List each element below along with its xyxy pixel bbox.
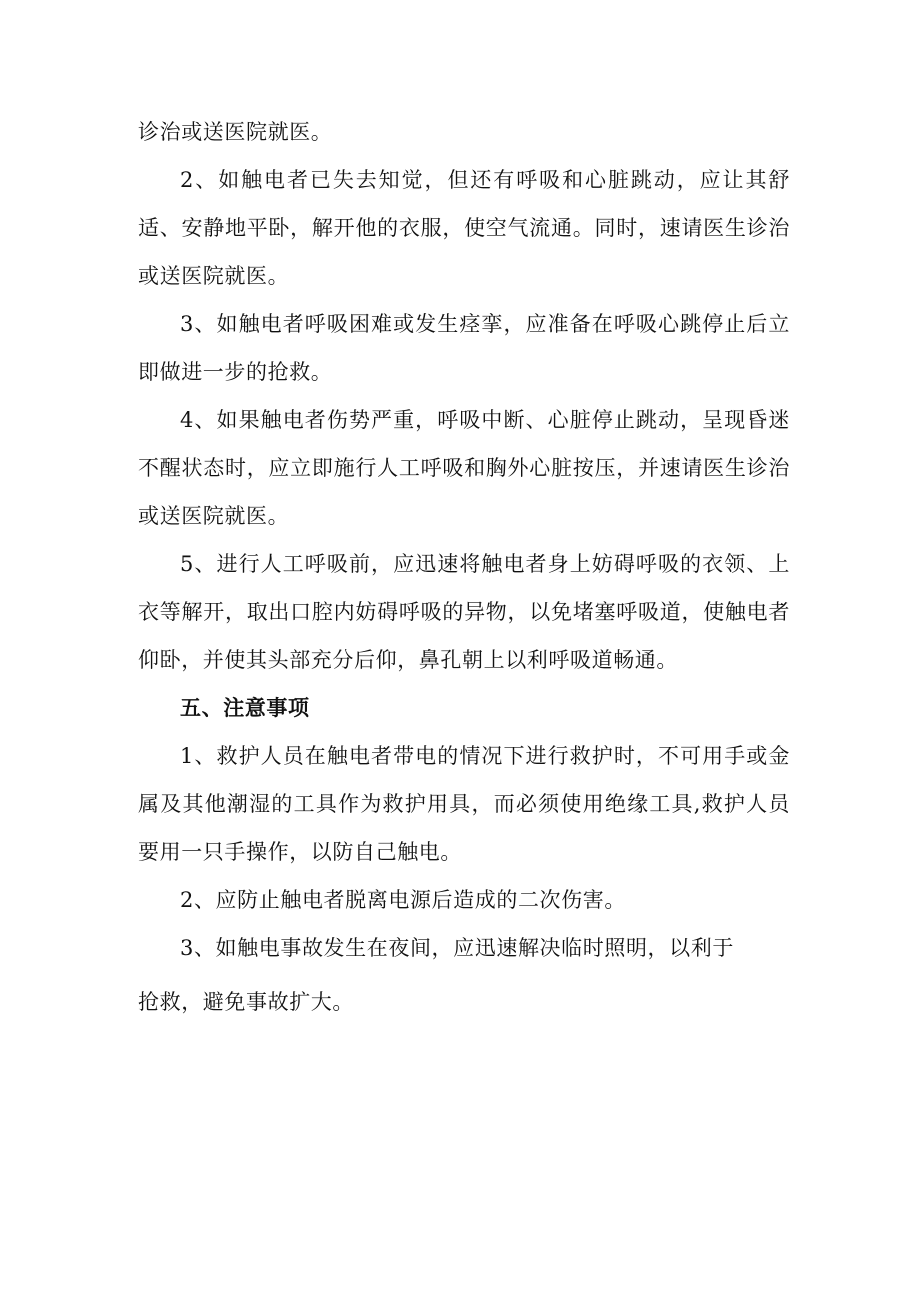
note-item-1: 1、救护人员在触电者带电的情况下进行救护时，不可用手或金属及其他潮湿的工具作为救护用具，而必须使用绝缘工具,救护人员要用一只手操作，以防自己触电。 bbox=[138, 744, 790, 864]
paragraph-continuation: 诊治或送医院就医。 bbox=[138, 120, 333, 144]
note-item-2: 2、应防止触电者脱离电源后造成的二次伤害。 bbox=[180, 888, 626, 912]
paragraph-item-4: 4、如果触电者伤势严重，呼吸中断、心脏停止跳动，呈现昏迷不醒状态时，应立即施行人工呼吸和胸外心脏按压，并速请医生诊治或送医院就医。 bbox=[138, 408, 790, 528]
document-body bbox=[138, 108, 790, 1026]
section-heading: 五、注意事项 bbox=[180, 696, 310, 720]
paragraph-item-2: 2、如触电者已失去知觉，但还有呼吸和心脏跳动，应让其舒适、安静地平卧，解开他的衣服，使空气流通。同时，速请医生诊治或送医院就医。 bbox=[138, 168, 790, 288]
paragraph-item-3: 3、如触电者呼吸困难或发生痉挛，应准备在呼吸心跳停止后立即做进一步的抢救。 bbox=[138, 312, 790, 384]
paragraph-item-5: 5、进行人工呼吸前，应迅速将触电者身上妨碍呼吸的衣领、上衣等解开，取出口腔内妨碍呼吸的异物，以免堵塞呼吸道，使触电者仰卧，并使其头部充分后仰，鼻孔朝上以利呼吸道畅通。 bbox=[138, 552, 790, 672]
note-item-3-continuation: 抢救，避免事故扩大。 bbox=[138, 990, 354, 1014]
note-item-3: 3、如触电事故发生在夜间，应迅速解决临时照明，以利于 bbox=[180, 936, 734, 960]
